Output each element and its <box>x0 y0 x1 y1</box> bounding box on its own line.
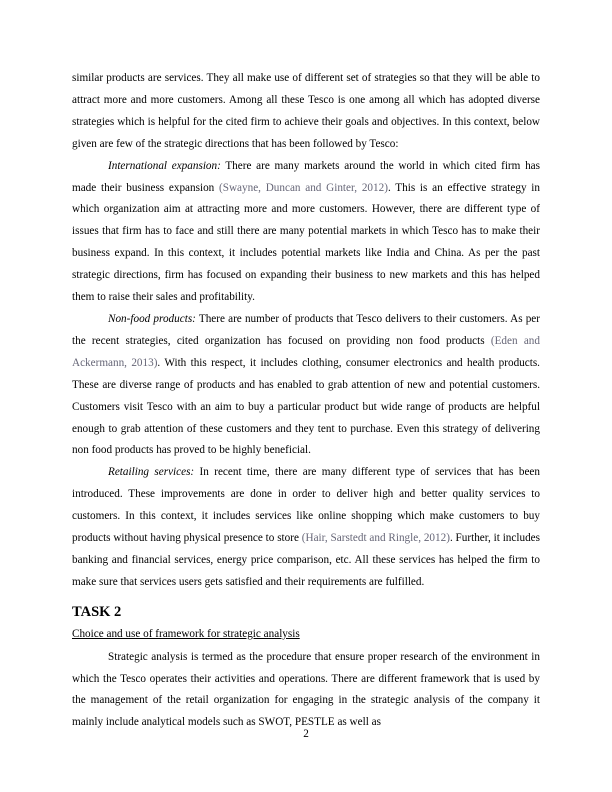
task-subheading: Choice and use of framework for strategic analysis <box>72 627 300 640</box>
task-heading: TASK 2 <box>72 603 122 620</box>
citation-hair: (Hair, Sarstedt and Ringle, 2012) <box>301 532 450 545</box>
non-food-products-text-a: There are number of products that Tesco delivers to their customers. As per the recent strategies, cited organization has focused on providing non food products <box>72 312 540 347</box>
intro-paragraph: similar products are services. They all make use of different set of strategies so that they will be able to attract more and more customers. Among all these Tesco is one among all which has adopted diverse strategies which is helpful for the cited firm to achieve their goals and objectives. In this context, below given are few of the strategic directions that has been followed by Tesco: <box>72 72 540 150</box>
retailing-services-paragraph <box>72 462 540 593</box>
international-expansion-paragraph <box>72 156 540 309</box>
citation-swayne: (Swayne, Duncan and Ginter, 2012) <box>219 181 388 194</box>
non-food-products-text-b: . With this respect, it includes clothing, consumer electronics and health products. These are diverse range of products and has enabled to grab attention of new and potential customers. Customers visit Tesco with an aim to buy a particular product but wide range of products are helpful enough to grab attention of these customers and they tent to purchase. Even this strategy of delivering non food products has proved to be highly beneficial. <box>72 356 540 457</box>
non-food-products-lead: Non-food products: <box>108 312 196 325</box>
document-page <box>72 68 540 734</box>
citation-eden: (Eden and Ackermann, 2013) <box>72 334 540 369</box>
retailing-services-lead: Retailing services: <box>108 466 195 479</box>
strategic-analysis-paragraph: Strategic analysis is termed as the procedure that ensure proper research of the environment in which the Tesco operates their activities and operations. There are different framework that is used by the management of the retail organization for engaging in the strategic analysis of the company it mainly include analytical models such as SWOT, PESTLE as well as <box>72 650 540 729</box>
non-food-products-paragraph <box>72 309 540 462</box>
page-number: 2 <box>303 728 309 740</box>
international-expansion-lead: International expansion: <box>108 159 221 172</box>
retailing-services-text-a: In recent time, there are many different type of services that has been introduced. These improvements are done in order to deliver high and better quality services to customers. In this context, it includes services like online shopping which make customers to buy products without having physical presence to store <box>72 466 540 545</box>
international-expansion-text-b: . This is an effective strategy in which organization aim at attracting more and more customers. However, there are different type of issues that firm has to face and still there are many potential markets in which Tesco has to make their business expand. In this context, it includes potential markets like India and China. As per the past strategic directions, firm has focused on expanding their business to new markets and this has helped them to raise their sales and profitability. <box>72 181 540 304</box>
retailing-services-text-b: . Further, it includes banking and financial services, energy price comparison, etc. All these services has helped the firm to make sure that services users gets satisfied and their requirements are fulfilled. <box>72 532 540 588</box>
international-expansion-text-a: There are many markets around the world in which cited firm has made their business expansion <box>72 159 540 194</box>
